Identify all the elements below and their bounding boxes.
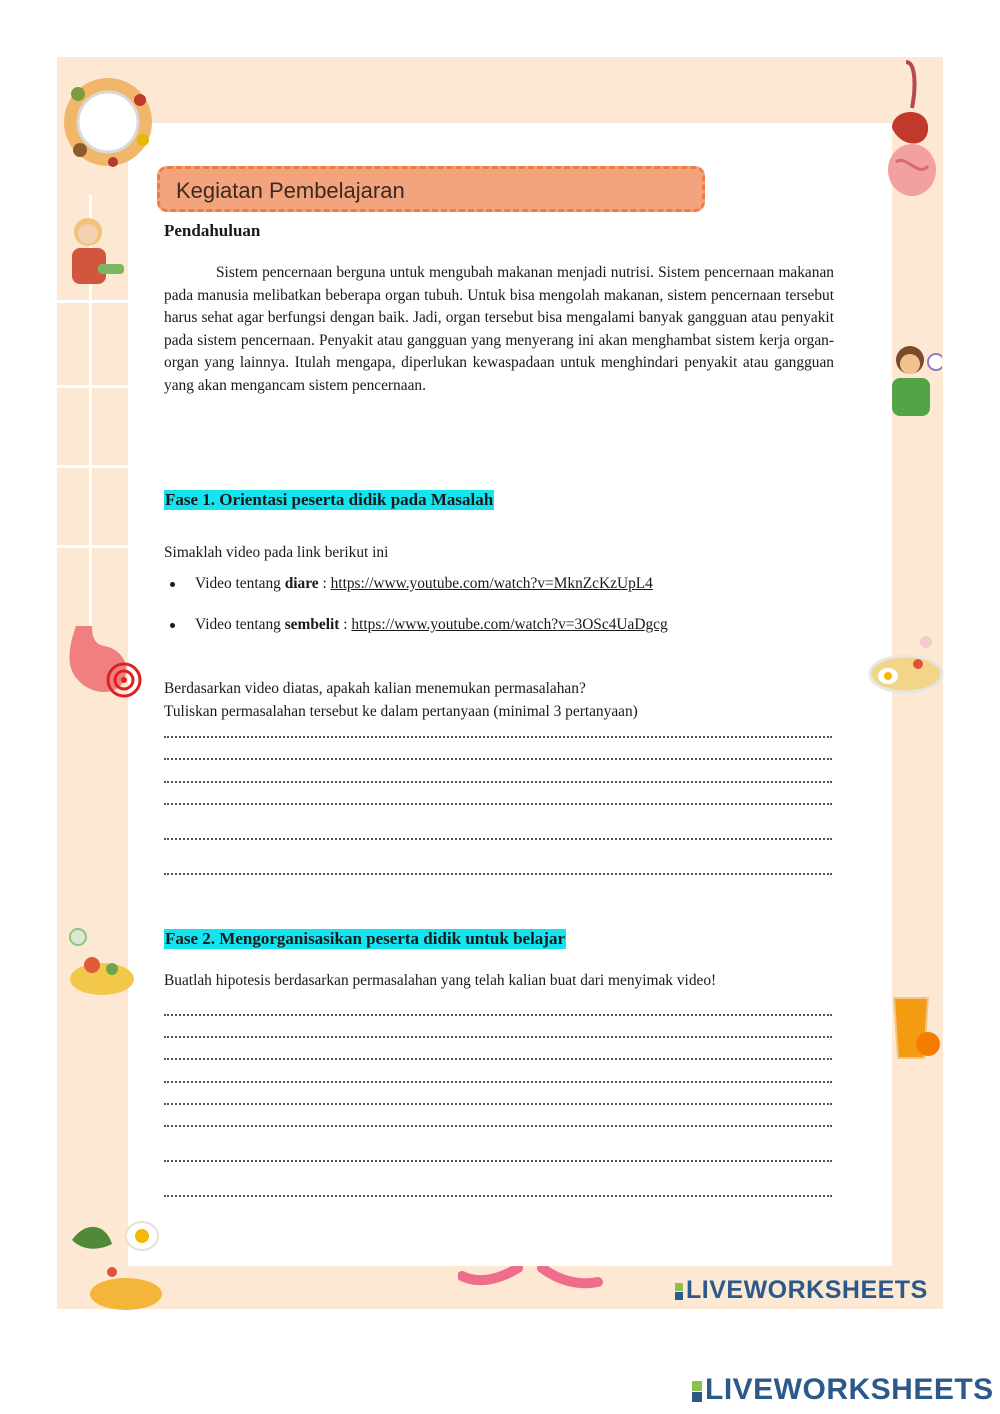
fried-rice-icon xyxy=(864,628,944,698)
bottom-ribbon-icon xyxy=(458,1266,608,1296)
orange-juice-icon xyxy=(888,994,944,1064)
video-list-item xyxy=(170,616,668,634)
video-prefix: Video tentang xyxy=(195,575,285,592)
answer-line-1[interactable] xyxy=(164,734,832,738)
hypothesis-line-3[interactable] xyxy=(164,1056,832,1060)
girl-eating-icon xyxy=(62,212,128,288)
phase1-instruction: Simaklah video pada link berikut ini xyxy=(164,544,389,561)
video-link-diare[interactable]: https://www.youtube.com/watch?v=MknZcKzUpL4 xyxy=(330,575,653,592)
video-link-sembelit[interactable]: https://www.youtube.com/watch?v=3OSc4UaDgcg xyxy=(351,616,668,633)
hypothesis-line-2[interactable] xyxy=(164,1034,832,1038)
hypothesis-line-4[interactable] xyxy=(164,1079,832,1083)
video-topic: diare xyxy=(284,575,319,592)
video-separator: : xyxy=(318,575,331,592)
hypothesis-line-5[interactable] xyxy=(164,1101,832,1105)
liveworksheets-mark-icon xyxy=(692,1380,702,1403)
phase2-instruction: Buatlah hipotesis berdasarkan permasalahan yang telah kalian buat dari menyimak video! xyxy=(164,972,717,989)
boy-stomachache-icon xyxy=(886,340,942,420)
liveworksheets-label: LIVEWORKSHEETS xyxy=(686,1276,928,1304)
frame-grid-line xyxy=(57,385,128,388)
liveworksheets-logo[interactable] xyxy=(692,1373,994,1407)
hypothesis-line-6[interactable] xyxy=(164,1123,832,1127)
liveworksheets-label: LIVEWORKSHEETS xyxy=(705,1373,994,1406)
video-prefix: Video tentang xyxy=(195,616,285,633)
liveworksheets-logo-inner xyxy=(675,1276,928,1305)
answer-line-5[interactable] xyxy=(164,836,832,840)
frame-grid-line xyxy=(57,465,128,468)
salad-plate-icon xyxy=(58,925,138,999)
phase1-question-line2: Tuliskan permasalahan tersebut ke dalam pertanyaan (minimal 3 pertanyaan) xyxy=(164,703,638,720)
phase2-heading: Fase 2. Mengorganisasikan peserta didik untuk belajar xyxy=(165,929,566,948)
liveworksheets-mark-icon xyxy=(675,1282,683,1301)
video-topic: sembelit xyxy=(284,616,340,633)
frame-grid-line xyxy=(57,300,128,303)
video-list-item xyxy=(170,575,653,593)
hypothesis-line-7[interactable] xyxy=(164,1158,832,1162)
answer-line-2[interactable] xyxy=(164,756,832,760)
hypothesis-line-8[interactable] xyxy=(164,1193,832,1197)
intro-paragraph: Sistem pencernaan berguna untuk mengubah makanan menjadi nutrisi. Sistem pencernaan makanan pada manusia melibatkan beberapa organ tubuh. Untuk bisa mengolah makanan, sistem pencernaan tersebut harus sehat agar berfungsi dengan baik. Jadi, organ tersebut bisa mengalami banyak gangguan atau penyakit pada sistem pencernaan. Penyakit atau gangguan yang menyerang ini akan menghambat sistem kerja organ-organ yang lainnya. Itulah mengapa, diperlukan kewaspadaan untuk menghindari penyakit atau gangguan yang akan mengancam sistem pencernaan. xyxy=(164,264,834,394)
vegetables-icon xyxy=(66,1210,178,1310)
answer-line-4[interactable] xyxy=(164,801,832,805)
stomach-pain-icon xyxy=(58,618,150,710)
section-title: Kegiatan Pembelajaran xyxy=(176,178,405,203)
section-title-banner xyxy=(157,166,705,212)
digestive-organs-icon xyxy=(882,58,942,200)
intro-heading: Pendahuluan xyxy=(164,221,261,240)
bullet-icon xyxy=(170,623,175,628)
phase1-heading: Fase 1. Orientasi peserta didik pada Masalah xyxy=(165,490,494,509)
food-plate-icon xyxy=(58,72,158,172)
phase1-question-line1: Berdasarkan video diatas, apakah kalian menemukan permasalahan? xyxy=(164,680,586,697)
hypothesis-line-1[interactable] xyxy=(164,1012,832,1016)
answer-line-6[interactable] xyxy=(164,871,832,875)
bullet-icon xyxy=(170,582,175,587)
answer-line-3[interactable] xyxy=(164,779,832,783)
frame-grid-line xyxy=(57,545,128,548)
video-separator: : xyxy=(339,616,352,633)
